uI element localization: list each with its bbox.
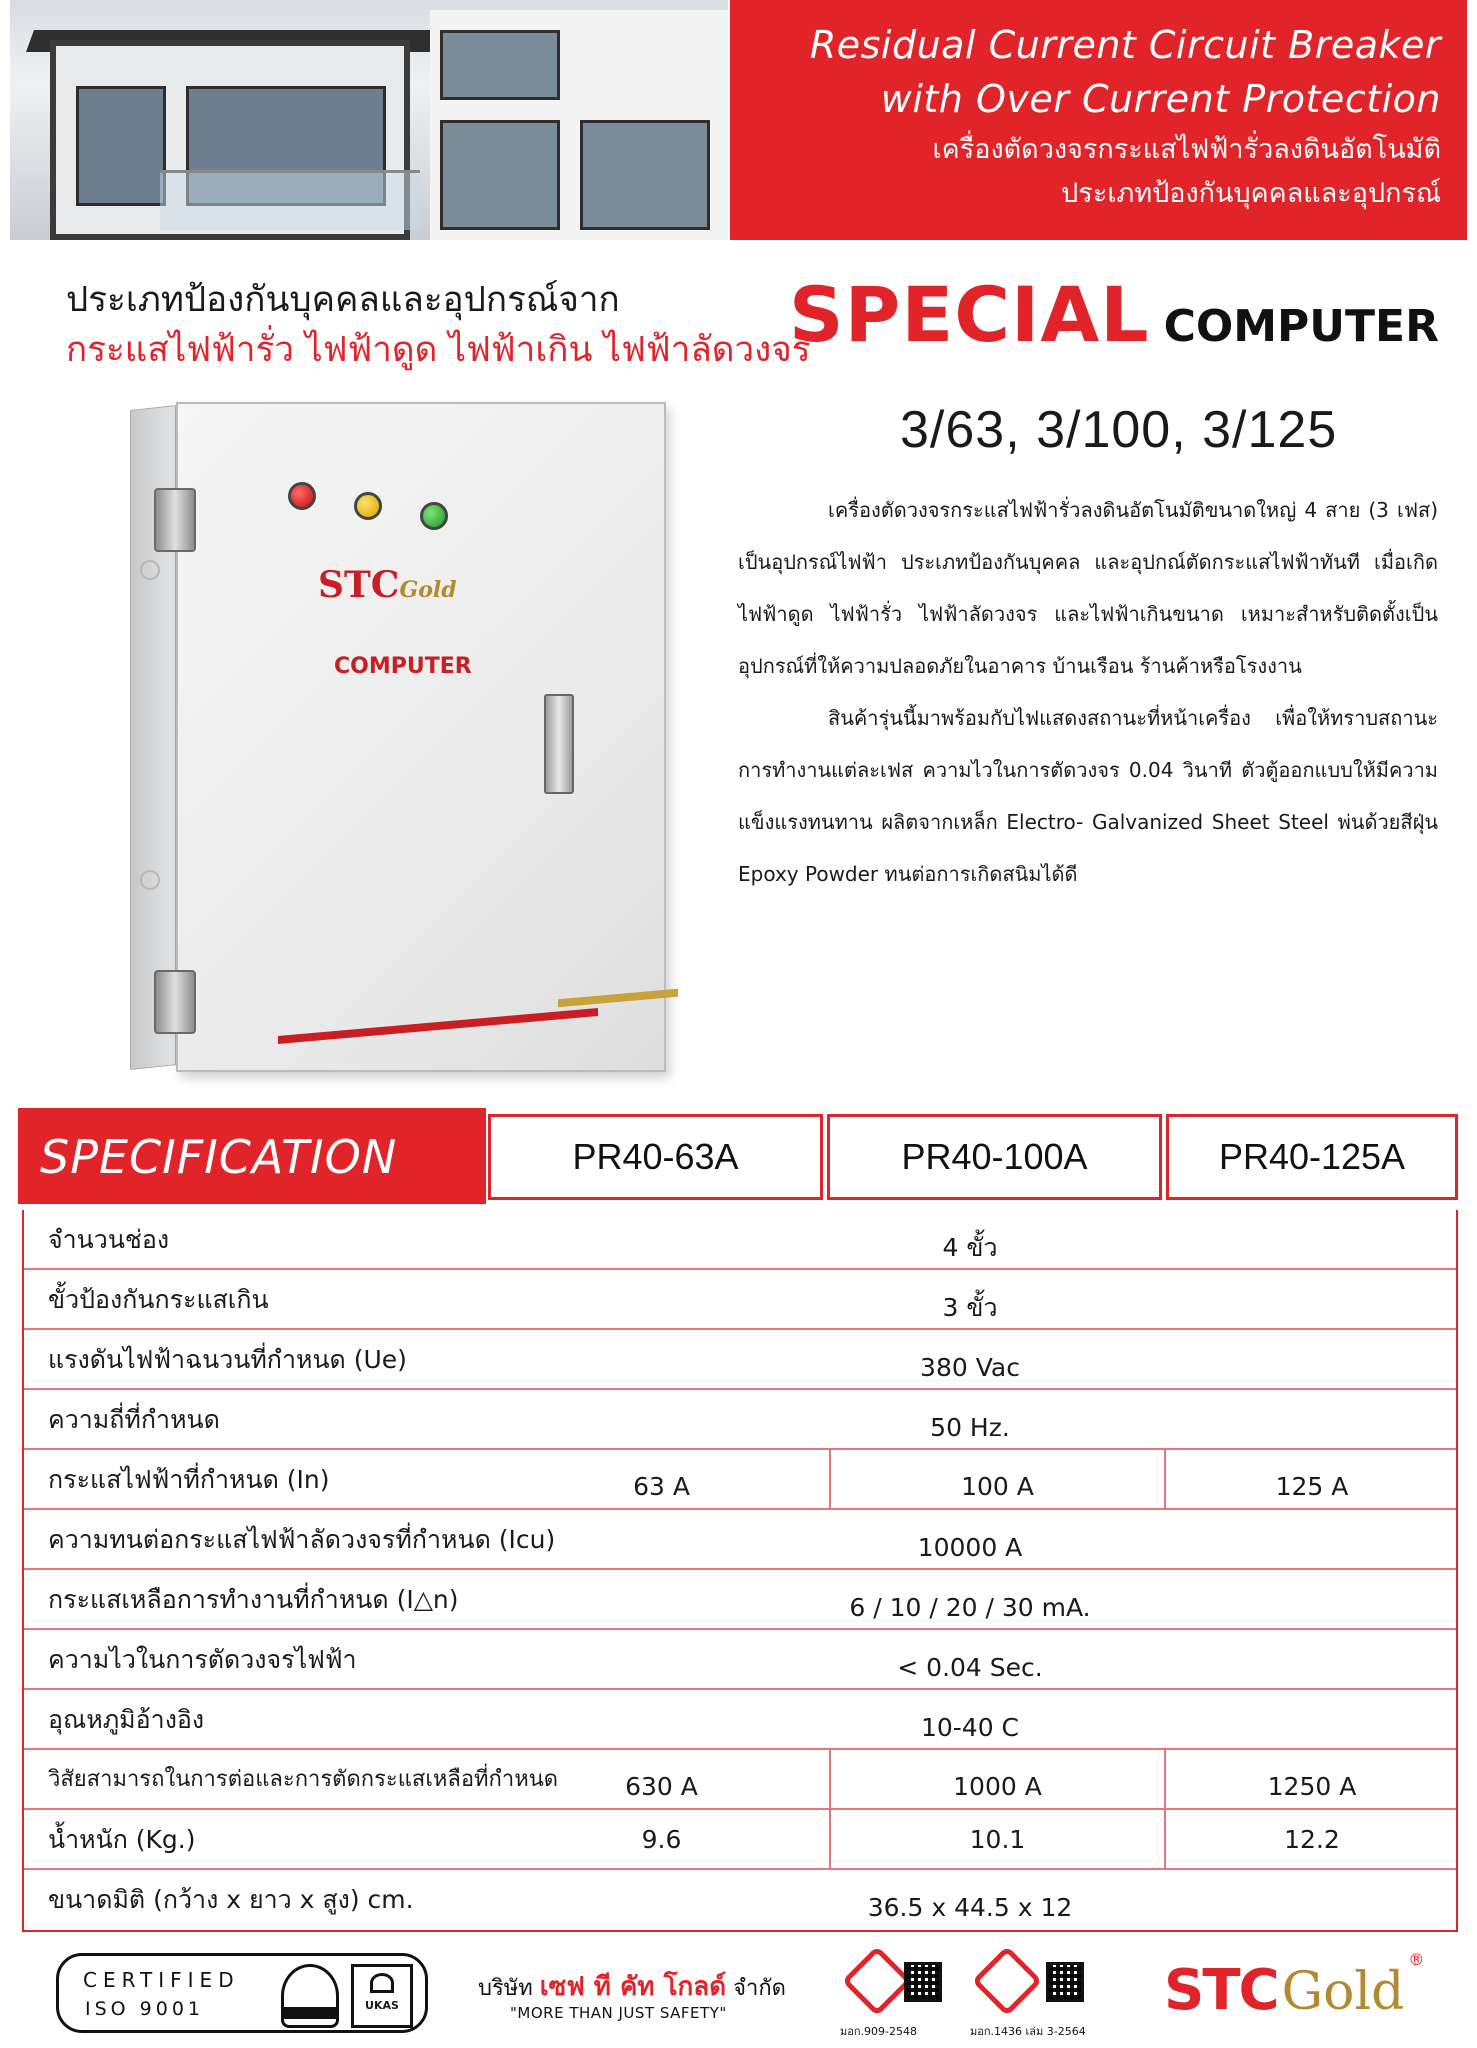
- cabinet-door: [176, 402, 666, 1072]
- header-banner: [730, 0, 1467, 240]
- row-value: < 0.04 Sec.: [897, 1653, 1043, 1682]
- row-label: แรงดันไฟฟ้าฉนวนที่กำหนด (Ue): [48, 1345, 407, 1374]
- cabinet-label: COMPUTER: [334, 654, 472, 679]
- row-value-100a: 100 A: [829, 1450, 1164, 1508]
- special-label: SPECIAL: [788, 270, 1150, 359]
- brand-gold: Gold: [1281, 1962, 1405, 2022]
- row-label: ความทนต่อกระแสไฟฟ้าลัดวงจรที่กำหนด (Icu): [48, 1525, 556, 1554]
- cabinet-stripe-red: [278, 1008, 598, 1044]
- door-handle-icon: [544, 694, 574, 794]
- row-label: ความถี่ที่กำหนด: [48, 1405, 220, 1434]
- knockout-hole: [140, 870, 160, 890]
- description-paragraph-2: สินค้ารุ่นนี้มาพร้อมกับไฟแสดงสถานะที่หน้าเครื่อง เพื่อให้ทราบสถานะการทำงานแต่ละเฟส ความไวในการตัดวงจร 0.04 วินาที ตัวตู้ออกแบบให้มีความแข็งแรงทนทาน ผลิตจากเหล็ก Electro- Galvanized Sheet Steel พ่นด้วยสีฝุ่น Epoxy Powder ทนต่อการเกิดสนิมได้ดี: [738, 706, 1438, 886]
- model-pr40-100a: PR40-100A: [827, 1114, 1162, 1200]
- title-en-line1: Residual Current Circuit Breaker: [809, 23, 1441, 67]
- row-value-100a: 1000 A: [829, 1750, 1164, 1808]
- cabinet-logo-gold: Gold: [399, 577, 457, 603]
- iso-label: ISO 9001: [85, 1998, 205, 2020]
- title-en-line2: with Over Current Protection: [880, 77, 1441, 121]
- title-th-line2: ประเภทป้องกันบุคคลและอุปกรณ์: [1061, 178, 1441, 209]
- company-name: [478, 1966, 786, 2007]
- row-value: 50 Hz.: [930, 1413, 1010, 1442]
- registered-mark: ®: [1408, 1950, 1425, 1969]
- ukas-label: UKAS: [365, 1999, 399, 2012]
- qr-code-icon: [904, 1962, 942, 2002]
- building-right: [430, 10, 728, 240]
- model-pr40-63a: PR40-63A: [488, 1114, 823, 1200]
- row-label: กระแสเหลือการทำงานที่กำหนด (I△n): [48, 1585, 459, 1614]
- building-window: [580, 120, 710, 230]
- ukas-crown-icon: [351, 1964, 413, 2028]
- cabinet-logo-stc: STC: [318, 564, 400, 606]
- table-row: [24, 1750, 1456, 1810]
- row-value-125a: 1250 A: [1164, 1750, 1458, 1808]
- building-window: [440, 120, 560, 230]
- spec-header: [18, 1108, 1458, 1204]
- row-label: น้ำหนัก (Kg.): [48, 1825, 196, 1854]
- row-label: ความไวในการตัดวงจรไฟฟ้า: [48, 1645, 357, 1674]
- table-row: [24, 1510, 1456, 1570]
- yellow-indicator-icon: [354, 492, 382, 520]
- row-label: กระแสไฟฟ้าที่กำหนด (In): [48, 1465, 330, 1494]
- table-row: [24, 1870, 1456, 1930]
- row-value: 3 ขั้ว: [942, 1293, 998, 1322]
- tis-mark-icon: [970, 1956, 1086, 2038]
- row-value: 10-40 C: [920, 1713, 1020, 1742]
- description: [738, 484, 1438, 900]
- cabinet-logo: [318, 564, 457, 606]
- row-value-63a: 63 A: [633, 1472, 690, 1501]
- intro-heading: ประเภทป้องกันบุคคลและอุปกรณ์จาก: [66, 280, 620, 320]
- row-label: จำนวนช่อง: [48, 1225, 170, 1254]
- company-name-red: เซฟ ที คัท โกลด์: [539, 1972, 727, 2002]
- cabinet-stripe-gold: [558, 989, 678, 1007]
- description-paragraph-1: เครื่องตัดวงจรกระแสไฟฟ้ารั่วลงดินอัตโนมัติขนาดใหญ่ 4 สาย (3 เฟส) เป็นอุปกรณ์ไฟฟ้า ประเภทป้องกันบุคคล และอุปกณ์ตัดกระแสไฟฟ้าทันที เมื่อเกิดไฟฟ้าดูด ไฟฟ้ารั่ว ไฟฟ้าลัดวงจร และไฟฟ้าเกินขนาด เหมาะสำหรับติดตั้งเป็นอุปกรณ์ที่ให้ความปลอดภัยในอาคาร บ้านเรือน ร้านค้าหรือโรงงาน: [738, 498, 1438, 678]
- row-value: 6 / 10 / 20 / 30 mA.: [849, 1593, 1091, 1622]
- intro-subheading: กระแสไฟฟ้ารั่ว ไฟฟ้าดูด ไฟฟ้าเกิน ไฟฟ้าลัดวงจร: [66, 330, 811, 370]
- row-label: วิสัยสามารถในการต่อและการตัดกระแสเหลือที่กำหนด: [48, 1767, 559, 1792]
- model-title: [789, 270, 1439, 359]
- row-value-100a: 10.1: [829, 1810, 1164, 1868]
- table-row: [24, 1270, 1456, 1330]
- row-value: 380 Vac: [920, 1353, 1020, 1382]
- row-label: ขั้วป้องกันกระแสเกิน: [48, 1285, 269, 1314]
- tis-1436-label: มอก.1436 เล่ม 3-2564: [970, 2025, 1086, 2038]
- company-prefix: บริษัท: [478, 1976, 533, 2001]
- row-label: ขนาดมิติ (กว้าง x ยาว x สูง) cm.: [48, 1885, 414, 1914]
- ratings: 3/63, 3/100, 3/125: [900, 401, 1338, 459]
- table-row: [24, 1630, 1456, 1690]
- red-indicator-icon: [288, 482, 316, 510]
- table-row: [24, 1210, 1456, 1270]
- spec-table: [22, 1210, 1458, 1932]
- knockout-hole: [140, 560, 160, 580]
- table-row: [24, 1570, 1456, 1630]
- building-window: [440, 30, 560, 100]
- row-value: 10000 A: [917, 1533, 1023, 1562]
- bureau-veritas-seal-icon: [281, 1964, 339, 2028]
- hinge-icon: [154, 488, 196, 552]
- computer-label: COMPUTER: [1163, 301, 1439, 352]
- qr-code-icon: [1046, 1962, 1084, 2002]
- row-value-63a: 630 A: [625, 1772, 698, 1801]
- brand-stc: STC: [1164, 1958, 1278, 2023]
- building-photo: [10, 0, 728, 240]
- slogan: "MORE THAN JUST SAFETY": [510, 2004, 727, 2022]
- row-label: อุณหภูมิอ้างอิง: [48, 1705, 205, 1734]
- spec-title: SPECIFICATION: [18, 1108, 486, 1204]
- table-row: [24, 1450, 1456, 1510]
- table-row: [24, 1690, 1456, 1750]
- title-th-line1: เครื่องตัดวงจรกระแสไฟฟ้ารั่วลงดินอัตโนมัติ: [932, 134, 1441, 165]
- iso-certificate-badge: [56, 1953, 428, 2033]
- green-indicator-icon: [420, 502, 448, 530]
- row-value: 36.5 x 44.5 x 12: [867, 1893, 1073, 1922]
- hinge-icon: [154, 970, 196, 1034]
- row-value-125a: 125 A: [1164, 1450, 1458, 1508]
- model-pr40-125a: PR40-125A: [1166, 1114, 1458, 1200]
- table-row: [24, 1810, 1456, 1870]
- row-value: 4 ขั้ว: [942, 1233, 998, 1262]
- table-row: [24, 1390, 1456, 1450]
- table-row: [24, 1330, 1456, 1390]
- company-suffix: จำกัด: [733, 1976, 786, 2001]
- stc-gold-logo: [1164, 1950, 1425, 2023]
- row-value-63a: 9.6: [641, 1825, 682, 1854]
- row-value-125a: 12.2: [1164, 1810, 1458, 1868]
- tis-909-label: มอก.909-2548: [840, 2025, 917, 2038]
- glass-railing: [160, 170, 420, 230]
- building-window: [76, 86, 166, 206]
- certified-label: CERTIFIED: [83, 1968, 240, 1992]
- cabinet-photo: [110, 390, 670, 1080]
